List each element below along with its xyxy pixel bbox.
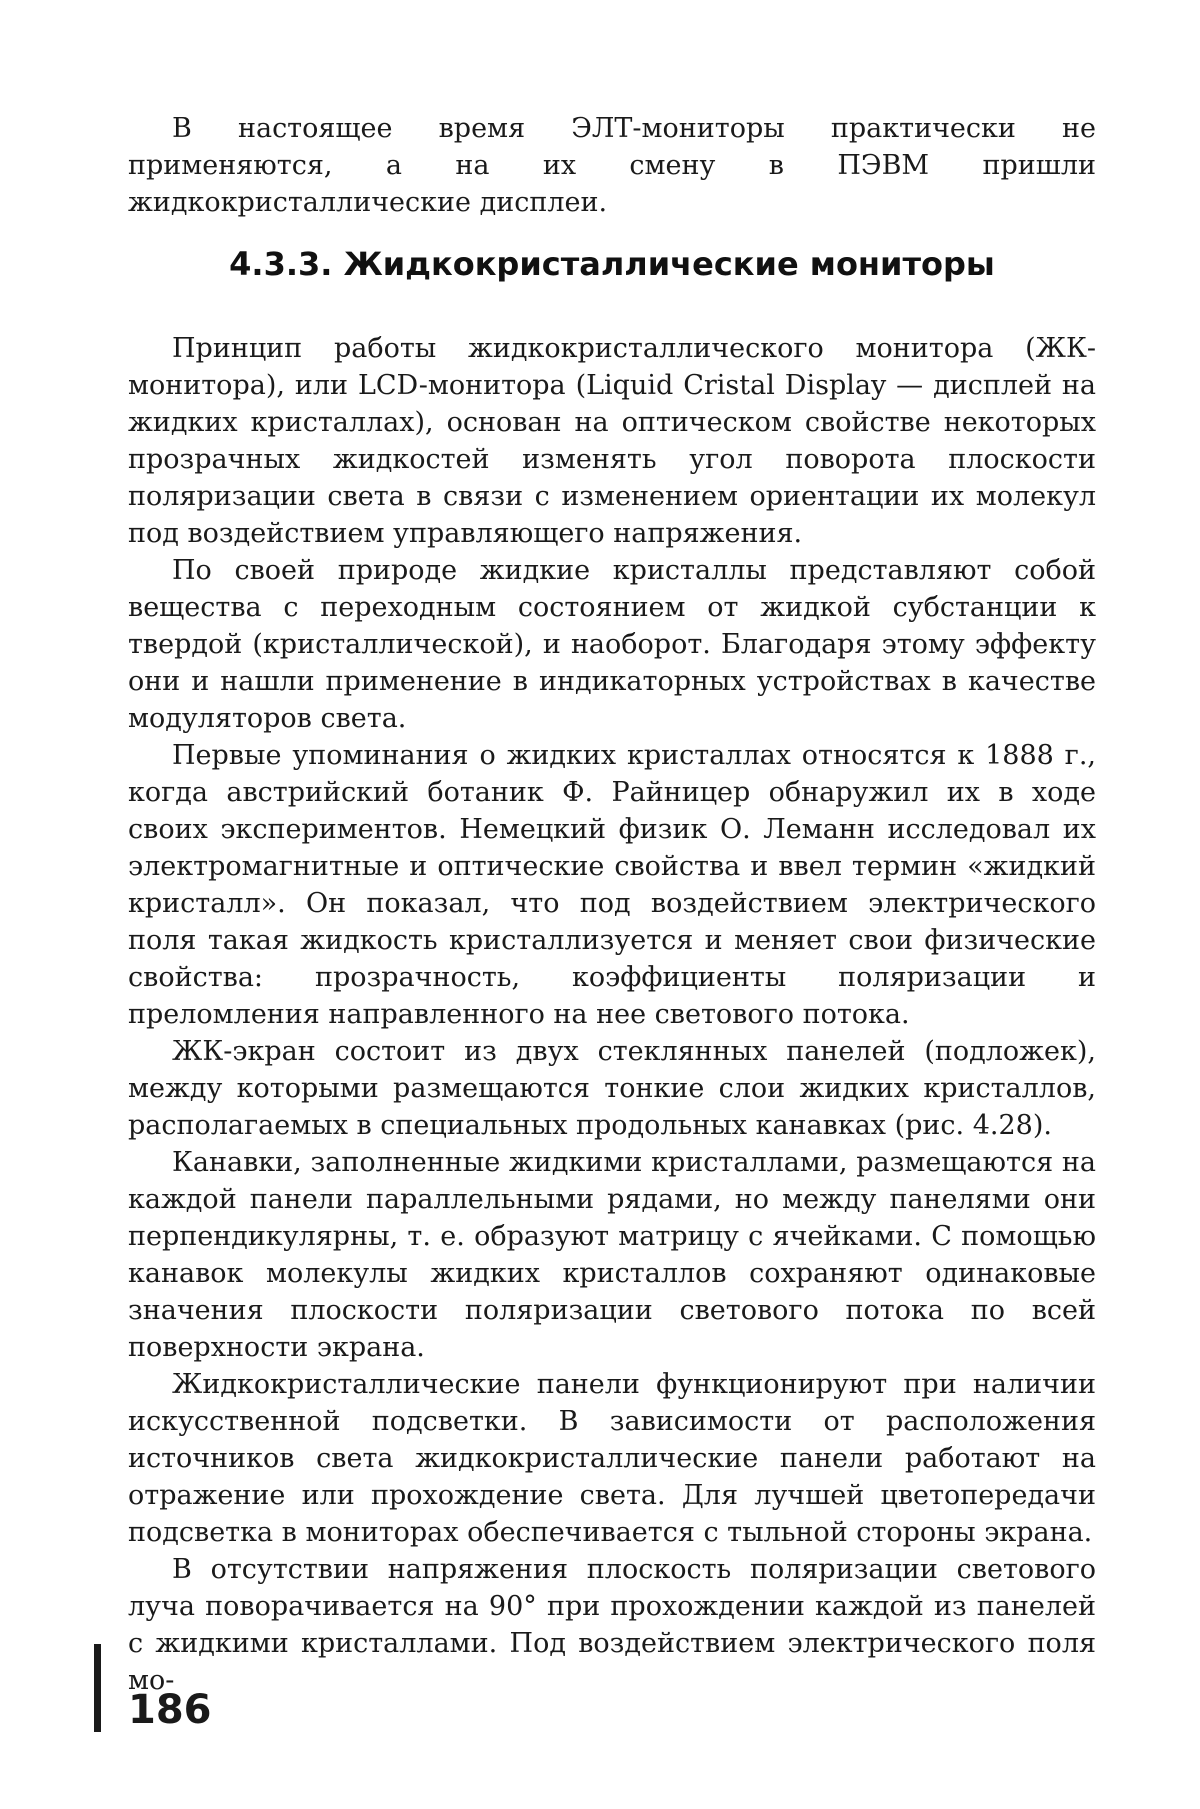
section-body [128, 330, 1096, 1699]
page-number: 186 [128, 1687, 212, 1733]
paragraph: В отсутствии напряжения плоскость поляризации светового луча поворачивается на 90° при прохождении каждой из панелей с жидкими кристаллами. Под воздействием электрического поля мо- [128, 1554, 1096, 1696]
paragraph: Принцип работы жидкокристаллического монитора (ЖК-монитора), или LCD-монитора (Liquid Cristal Display — дисплей на жидких кристаллах), основан на оптическом свойстве некоторых прозрачных жидкостей изменять угол поворота плоскости поляризации света в связи с изменением ориентации их молекул под воздействием управляющего напряжения. [128, 333, 1096, 549]
page-margin-bar [94, 1644, 101, 1732]
intro-text [128, 110, 1096, 221]
paragraph: Первые упоминания о жидких кристаллах относятся к 1888 г., когда австрийский ботаник Ф. Райницер обнаружил их в ходе своих экспериментов. Немецкий физик О. Леманн исследовал их электромагнитные и оптические свойства и ввел термин «жидкий кристалл». Он показал, что под воздействием электрического поля такая жидкость кристаллизуется и меняет свои физические свойства: прозрачность, коэффициенты поляризации и преломления направленного на нее светового потока. [128, 740, 1096, 1030]
paragraph: По своей природе жидкие кристаллы представляют собой вещества с переходным состоянием от жидкой субстанции к твердой (кристаллической), и наоборот. Благодаря этому эффекту они и нашли применение в индикаторных устройствах в качестве модуляторов света. [128, 555, 1096, 734]
paragraph: Канавки, заполненные жидкими кристаллами, размещаются на каждой панели параллельными рядами, но между панелями они перпендикулярны, т. е. образуют матрицу с ячейками. С помощью канавок молекулы жидких кристаллов сохраняют одинаковые значения плоскости поляризации светового потока по всей поверхности экрана. [128, 1147, 1096, 1363]
intro-paragraph: В настоящее время ЭЛТ-мониторы практически не применяются, а на их смену в ПЭВМ пришли жидкокристаллические дисплеи. [128, 113, 1096, 218]
section-heading: 4.3.3. Жидкокристаллические мониторы [229, 245, 995, 283]
paragraph: Жидкокристаллические панели функционируют при наличии искусственной подсветки. В зависимости от расположения источников света жидкокристаллические панели работают на отражение или прохождение света. Для лучшей цветопередачи подсветка в мониторах обеспечивается с тыльной стороны экрана. [128, 1369, 1096, 1548]
paragraph: ЖК-экран состоит из двух стеклянных панелей (подложек), между которыми размещаются тонкие слои жидких кристаллов, располагаемых в специальных продольных канавках (рис. 4.28). [128, 1036, 1096, 1141]
